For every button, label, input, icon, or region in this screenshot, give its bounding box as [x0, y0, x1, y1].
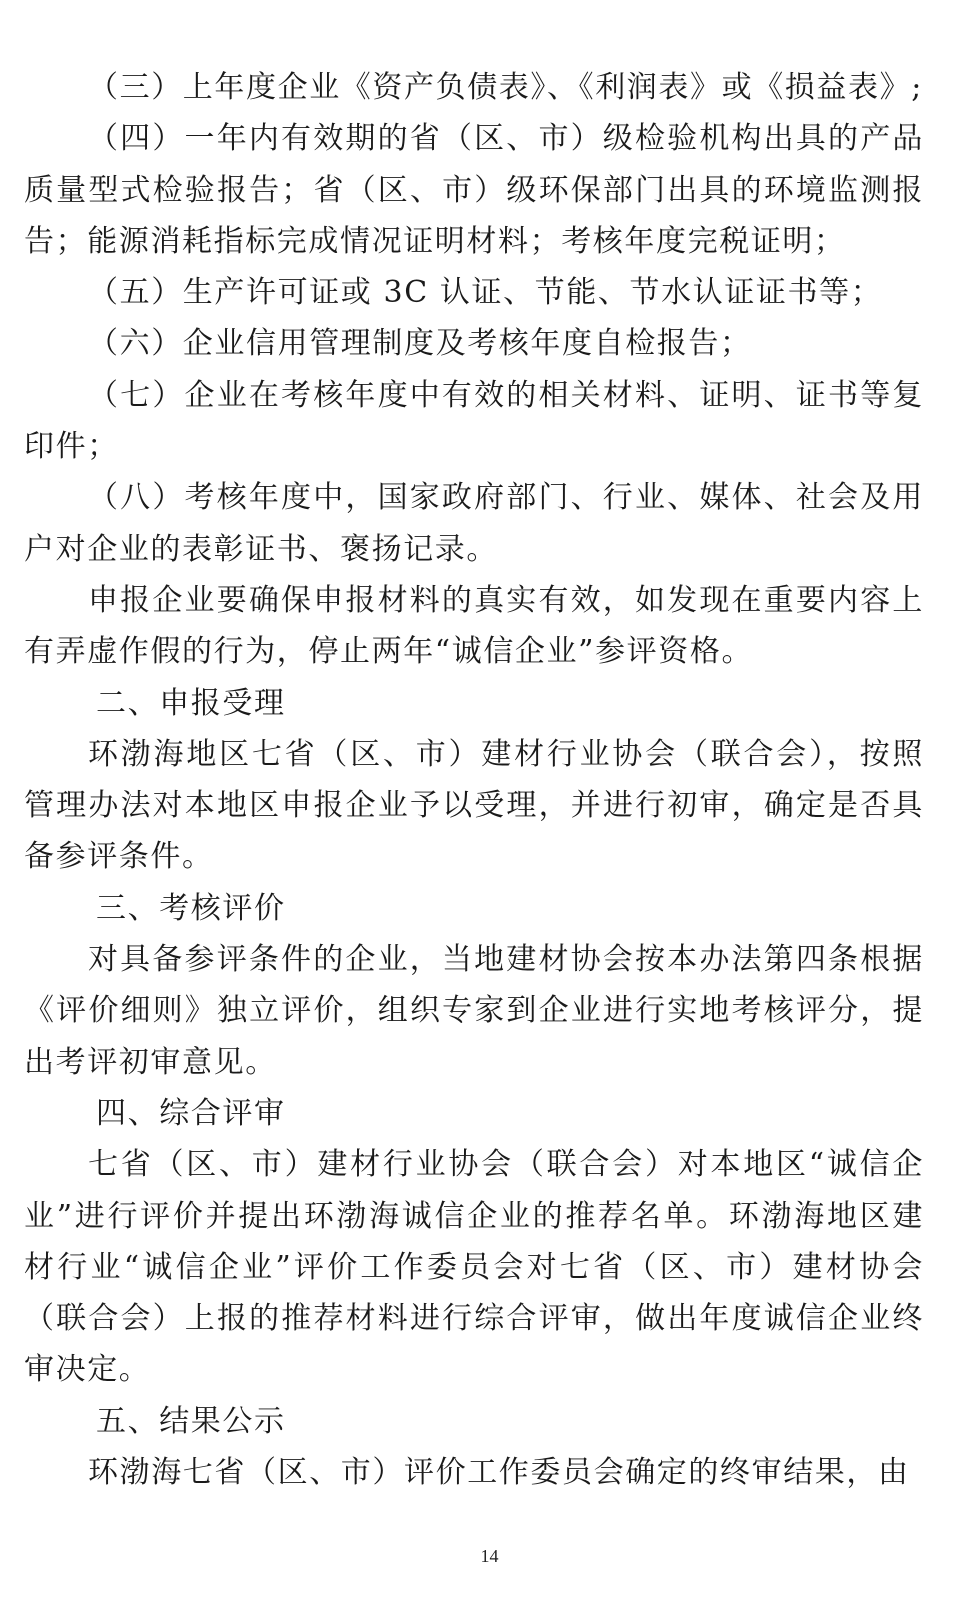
list-item: （五）生产许可证或 3C 认证、节能、节水认证证书等；: [88, 275, 883, 311]
section-heading: 五、结果公示: [96, 1403, 286, 1439]
list-item: （七）企业在考核年度中有效的相关材料、证明、证书等复印件；: [24, 377, 924, 465]
body-paragraph: 环渤海七省（区、市）评价工作委员会确定的终审结果，由: [88, 1455, 910, 1491]
body-paragraph: 申报企业要确保申报材料的真实有效，如发现在重要内容上有弄虚作假的行为，停止两年“诚信企业”参评资格。: [24, 582, 924, 670]
body-paragraph: 对具备参评条件的企业，当地建材协会按本办法第四条根据《评价细则》独立评价，组织专家到企业进行实地考核评分，提出考评初审意见。: [24, 942, 924, 1080]
body-paragraph: 环渤海地区七省（区、市）建材行业协会（联合会），按照管理办法对本地区申报企业予以受理，并进行初审，确定是否具备参评条件。: [24, 736, 924, 875]
list-item: （八）考核年度中，国家政府部门、行业、媒体、社会及用户对企业的表彰证书、褒扬记录。: [24, 480, 924, 567]
section-heading: 二、申报受理: [96, 685, 286, 721]
section-heading: 三、考核评价: [96, 890, 286, 926]
page-number: 14: [480, 1546, 499, 1566]
document-body: [24, 62, 924, 1498]
list-item: （三）上年度企业《资产负债表》、《利润表》或《损益表》;: [88, 70, 923, 105]
section-heading: 四、综合评审: [96, 1095, 286, 1131]
list-item: （六）企业信用管理制度及考核年度自检报告；: [88, 326, 752, 362]
list-item: （四）一年内有效期的省（区、市）级检验机构出具的产品质量型式检验报告；省（区、市）级环保部门出具的环境监测报告；能源消耗指标完成情况证明材料；考核年度完税证明；: [24, 121, 924, 259]
body-paragraph: 七省（区、市）建材行业协会（联合会）对本地区“诚信企业”进行评价并提出环渤海诚信企业的推荐名单。环渤海地区建材行业“诚信企业”评价工作委员会对七省（区、市）建材协会（联合会）上报的推荐材料进行综合评审，做出年度诚信企业终审决定。: [24, 1147, 924, 1388]
